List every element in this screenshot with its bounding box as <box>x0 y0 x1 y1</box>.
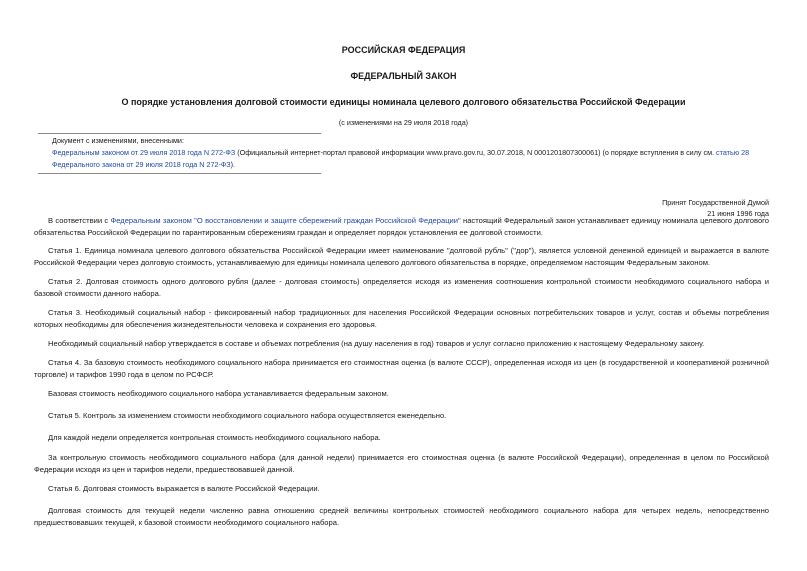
changes-intro: Документ с изменениями, внесенными: <box>52 136 184 145</box>
changes-block <box>38 135 769 171</box>
article-4: Статья 4. За базовую стоимость необходимого социального набора принимается его стоимостная оценка (в валюте СССР), определенная исходя из цен (в государственной и кооперативной розничной торговле) и тарифов 1990 года в целом по РСФСР. <box>34 358 769 379</box>
article-1: Статья 1. Единица номинала целевого долгового обязательства Российской Федерации имеет наименование "долговой рубль" ("дор"), является условной денежной единицей и выражается в валюте Российской Федерации через долговую стоимость, устанавливаемую для единицы номинала целевого долгового обязательства в порядке, определяемом настоящим Федеральным законом. <box>34 246 769 267</box>
revision-note: (с изменениями на 29 июля 2018 года) <box>338 118 469 127</box>
article-2: Статья 2. Долговая стоимость одного долгового рубля (далее - долговая стоимость) определяется исходя из изменения соотношения контрольной стоимости необходимого социального набора и базовой стоимости данного набора. <box>34 277 769 298</box>
article-3-paragraph-2: Необходимый социальный набор утверждается в составе и объемах потребления (на душу населения в год) товаров и услуг согласно приложению к настоящему Федеральному закону. <box>48 339 705 348</box>
amending-law-link[interactable]: Федеральным законом от 29 июля 2018 года N 272-ФЗ <box>52 148 236 157</box>
changes-bottom-rule <box>38 173 321 174</box>
article-28-link[interactable]: статью 28 Федерального закона от 29 июля 2018 года N 272-ФЗ <box>52 148 750 169</box>
changes-details <box>38 147 769 171</box>
savings-law-link[interactable]: Федеральным законом "О восстановлении и защите сбережений граждан Российской Федерации" <box>110 216 461 225</box>
preamble-paragraph <box>34 215 769 239</box>
changes-closing: ). <box>230 160 236 169</box>
article-4-paragraph-2: Базовая стоимость необходимого социального набора устанавливается федеральным законом. <box>48 389 389 398</box>
country-heading: РОССИЙСКАЯ ФЕДЕРАЦИЯ <box>341 45 466 55</box>
preamble-text-start: В соответствии с <box>48 216 111 225</box>
article-5-paragraph-2: Для каждой недели определяется контрольная стоимость необходимого социального набора. <box>48 433 381 442</box>
article-6: Статья 6. Долговая стоимость выражается в валюте Российской Федерации. <box>48 484 320 493</box>
document-title: О порядке установления долговой стоимости единицы номинала целевого долгового обязательства Российской Федерации <box>121 97 686 107</box>
article-3: Статья 3. Необходимый социальный набор - фиксированный набор традиционных для населения Российской Федерации основных потребительских товаров и услуг, состав и объемы потребления которых необходимы для обеспечения жизнедеятельности человека и сохранения его здоровья. <box>34 308 769 329</box>
changes-source-text: (Официальный интернет-портал правовой информации www.pravo.gov.ru, 30.07.2018, N 0001201807300061) (о порядке вступления в силу см. <box>235 148 717 157</box>
article-5: Статья 5. Контроль за изменением стоимости необходимого социального набора осуществляется еженедельно. <box>48 411 447 420</box>
preamble-text-end: настоящий Федеральный закон устанавливает единицу номинала целевого долгового обязательства Российской Федерации по гарантированным сбережениям граждан и определяет порядок установления ее долговой стоимости. <box>34 216 769 237</box>
document-type-heading: ФЕДЕРАЛЬНЫЙ ЗАКОН <box>350 71 457 81</box>
changes-top-rule <box>38 133 321 134</box>
adoption-body: Принят Государственной Думой <box>662 198 769 207</box>
article-5-paragraph-3: За контрольную стоимость необходимого социального набора (для данной недели) принимается его стоимостная оценка (в валюте Российской Федерации), определенная в целом по Российской Федерации исходя из цен и тарифов недели, предшествовавшей данной. <box>34 453 769 474</box>
article-6-paragraph-2: Долговая стоимость для текущей недели численно равна отношению средней величины контрольных стоимостей необходимого социального набора для четырех недель, непосредственно предшествовавших текущей, к базовой стоимости необходимого социального набора. <box>34 506 769 527</box>
adoption-date: 21 июня 1996 года <box>707 209 769 218</box>
